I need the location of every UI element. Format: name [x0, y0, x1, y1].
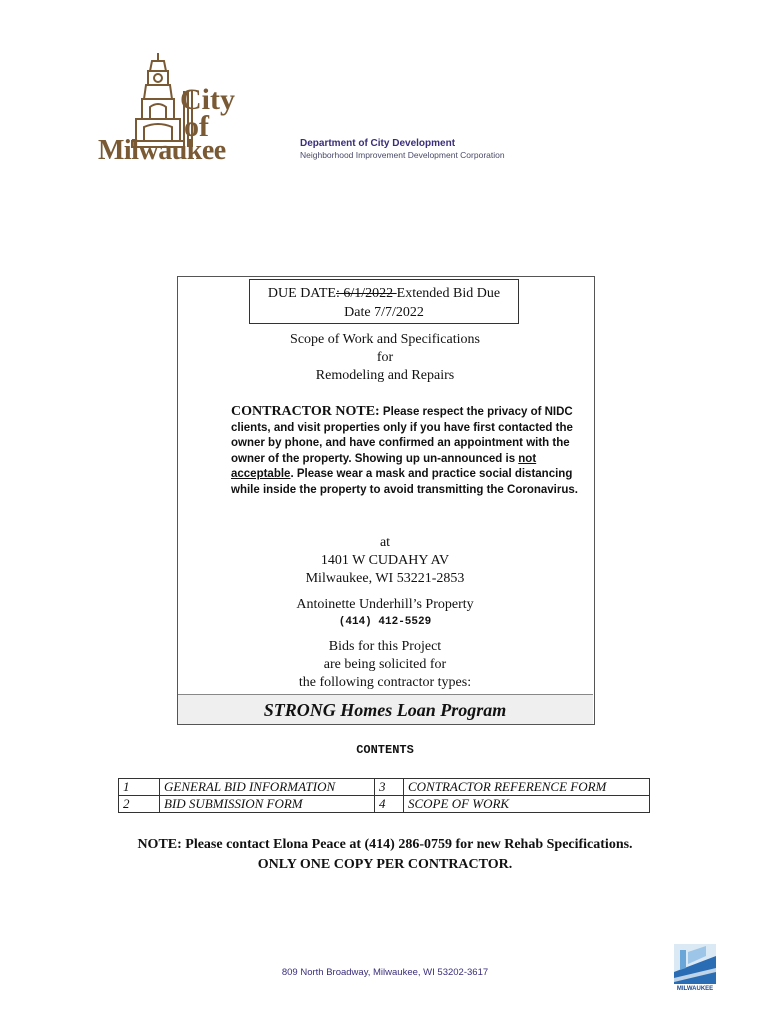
owner-phone: (414) 412-5529: [338, 616, 432, 628]
address-street: 1401 W CUDAHY AV: [320, 553, 450, 568]
program-title: STRONG Homes Loan Program: [263, 700, 507, 720]
address-at: at: [379, 535, 391, 550]
rehab-spec-note: NOTE: Please contact Elona Peace at (414) 286-0759 for new Rehab Specifications.: [137, 837, 633, 852]
milwaukee-flag-icon: [670, 942, 720, 986]
contents-table: [118, 778, 650, 813]
due-date-box: [249, 279, 519, 324]
scope-line-1: Scope of Work and Specifications: [290, 332, 480, 347]
logo-word-milwaukee: Milwaukee: [98, 135, 226, 166]
contents-label: GENERAL BID INFORMATION: [160, 779, 375, 796]
bids-solicited: [177, 638, 593, 692]
one-copy-note: ONLY ONE COPY PER CONTRACTOR.: [257, 857, 513, 872]
contents-number: 4: [375, 796, 404, 813]
contents-label: SCOPE OF WORK: [404, 796, 650, 813]
contractor-note-text-1: Please respect the privacy of NIDC clients, and visit properties only if you have first contacted the owner by phone, and have confirmed an appointment with the owner of the property. Showing up un-announced is: [231, 406, 573, 465]
bids-line-1: Bids for this Project: [328, 639, 442, 654]
contractor-note-lead: CONTRACTOR NOTE:: [231, 404, 380, 419]
department-name: Department of City Development: [300, 138, 456, 149]
department-header: [300, 138, 505, 160]
contents-label: BID SUBMISSION FORM: [160, 796, 375, 813]
due-date-prefix: DUE DATE: [267, 286, 336, 301]
contents-heading: CONTENTS: [356, 743, 414, 757]
due-date-new: Date 7/7/2022: [344, 305, 424, 320]
table-row: [119, 779, 650, 796]
bids-line-2: are being solicited for: [323, 657, 447, 672]
contents-number: 1: [119, 779, 160, 796]
scope-line-3: Remodeling and Repairs: [315, 368, 455, 383]
department-subname: Neighborhood Improvement Development Corporation: [300, 150, 505, 160]
contractor-note-text-2: . Please wear a mask and practice social distancing while inside the property to avoid transmitting the Coronavirus.: [231, 468, 578, 496]
scope-title: [177, 331, 593, 385]
due-date-extended: Extended Bid Due: [396, 286, 501, 301]
property-address: [177, 534, 593, 588]
bids-line-3: the following contractor types:: [298, 675, 472, 690]
footer-address: 809 North Broadway, Milwaukee, WI 53202-3617: [281, 967, 489, 978]
city-of-milwaukee-logo: [98, 45, 244, 165]
logo-word-city: City: [180, 83, 235, 116]
contents-number: 3: [375, 779, 404, 796]
table-row: [119, 796, 650, 813]
property-owner: Antoinette Underhill’s Property: [296, 597, 474, 612]
logo-word-of: of: [184, 110, 209, 143]
contractor-note-underlined: not acceptable: [231, 452, 537, 481]
contents-number: 2: [119, 796, 160, 813]
milwaukee-logo-text: MILWAUKEE: [676, 986, 714, 992]
contents-label: CONTRACTOR REFERENCE FORM: [404, 779, 650, 796]
scope-line-2: for: [376, 350, 394, 365]
address-city: Milwaukee, WI 53221-2853: [305, 571, 465, 586]
due-date-original: : 6/1/2022: [335, 286, 397, 301]
contractor-note: [231, 404, 581, 499]
